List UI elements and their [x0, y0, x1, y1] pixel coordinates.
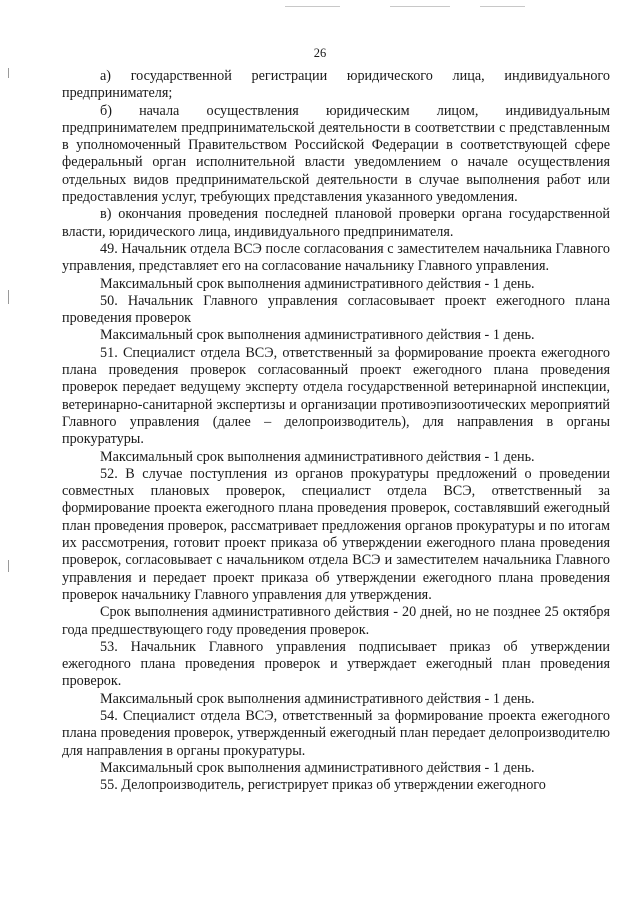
paragraph: 52. В случае поступления из органов прокуратуры предложений о проведении совместных плановых проверок, специалист отдела ВСЭ, ответственный за формирование проекта ежегодного плана проведения проверок, составлявший ежегодный план проведения проверок, рассматривает предложения органов прокуратуры и по итогам их рассмотрения, готовит проект приказа об утверждении ежегодного плана проведения проверок, согласовывает с начальником отдела ВСЭ и заместителем начальника Главного управления и передает проект приказа об утверждении ежегодного плана проведения проверок начальнику Главного управления для утверждения. [62, 465, 610, 603]
scan-artifact-speck [8, 68, 9, 78]
paragraph: в) окончания проведения последней плановой проверки органа государственной власти, юридического лица, индивидуального предпринимателя. [62, 206, 610, 240]
paragraph: б) начала осуществления юридическим лицом, индивидуальным предпринимателем предпринимательской деятельности в соответствии с представленным в уполномоченный Правительством Российской Федерации в соответствующей сфере федеральный орган исполнительной власти уведомлением о начале осуществления отдельных видов предпринимательской деятельности в случае выполнения работ или предоставления услуг, требующих представления указанного уведомления. [62, 102, 610, 206]
paragraph: 53. Начальник Главного управления подписывает приказ об утверждении ежегодного плана проведения проверок и утверждает ежегодный план проведения проверок. [62, 638, 610, 690]
scan-artifact-line [480, 6, 525, 7]
scan-artifact-speck [8, 290, 9, 304]
paragraph: а) государственной регистрации юридического лица, индивидуального предпринимателя; [62, 68, 610, 102]
scan-artifact-speck [8, 560, 9, 572]
document-body [62, 68, 610, 794]
paragraph: 49. Начальник отдела ВСЭ после согласования с заместителем начальника Главного управления, представляет его на согласование начальнику Главного управления. [62, 240, 610, 275]
paragraph: Максимальный срок выполнения административного действия - 1 день. [100, 275, 535, 292]
paragraph: Максимальный срок выполнения административного действия - 1 день. [100, 448, 535, 465]
paragraph: Максимальный срок выполнения административного действия - 1 день. [100, 759, 535, 776]
scan-artifact-line [285, 6, 340, 7]
paragraph: 55. Делопроизводитель, регистрирует приказ об утверждении ежегодного [100, 777, 546, 794]
paragraph: 51. Специалист отдела ВСЭ, ответственный за формирование проекта ежегодного плана проведения проверок согласованный проект ежегодного плана проведения проверок передает ведущему эксперту отдела государственной ветеринарной инспекции, ветеринарно-санитарной экспертизы и организации противоэпизоотических мероприятий Главного управления (далее – делопроизводитель), для направления в органы прокуратуры. [62, 344, 610, 448]
scan-artifact-line [390, 6, 450, 7]
paragraph: 50. Начальник Главного управления согласовывает проект ежегодного плана проведения проверок [62, 292, 610, 327]
paragraph: Максимальный срок выполнения административного действия - 1 день. [100, 327, 535, 344]
page-number: 26 [313, 46, 327, 60]
paragraph: Срок выполнения административного действия - 20 дней, но не позднее 25 октября года предшествующего году проведения проверок. [62, 604, 610, 638]
paragraph: 54. Специалист отдела ВСЭ, ответственный за формирование проекта ежегодного плана проведения проверок, утвержденный ежегодный план передает делопроизводителю для направления в органы прокуратуры. [62, 707, 610, 759]
paragraph: Максимальный срок выполнения административного действия - 1 день. [100, 690, 535, 707]
